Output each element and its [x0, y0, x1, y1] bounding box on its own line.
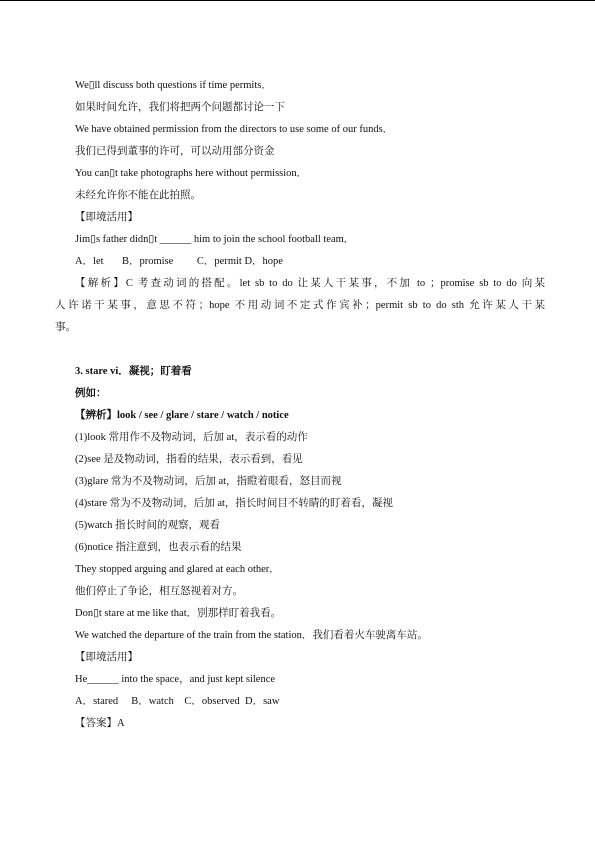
- answer: 【答案】A: [75, 718, 125, 729]
- example-2-english: We have obtained permission from the directors to use some of our funds．: [75, 124, 394, 135]
- practice-options-2: A．stared B．watch C．observed D．saw: [75, 696, 280, 707]
- section-heading: 3. stare vi．凝视；盯着看: [75, 366, 192, 377]
- practice-heading: 【即境活用】: [75, 212, 138, 223]
- discrimination-heading: 【辨析】look / see / glare / stare / watch / notice: [75, 410, 289, 421]
- example-1-chinese: 如果时间允许，我们将把两个问题都讨论一下: [75, 102, 285, 113]
- practice-options: A．let B．promise C．permit D．hope: [75, 256, 283, 267]
- example-6: We watched the departure of the train from the station．我们看着火车驶离车站。: [75, 630, 428, 641]
- example-2-chinese: 我们已得到董事的许可，可以动用部分资金: [75, 146, 275, 157]
- example-3-chinese: 未经允许你不能在此拍照。: [75, 190, 201, 201]
- example-5: Don▯t stare at me like that．别那样盯着我看。: [75, 608, 282, 619]
- note-4: (4)stare 常为不及物动词，后加 at，指长时间目不转睛的盯着看，凝视: [75, 498, 393, 509]
- practice-heading-2: 【即境活用】: [75, 652, 138, 663]
- note-3: (3)glare 常为不及物动词，后加 at，指瞪着眼看，怒目而视: [75, 476, 342, 487]
- analysis-line-2: 人许诺干某事，意思不符；hope 不用动词不定式作宾补；permit sb to do sth 允许某人干某: [55, 300, 545, 311]
- note-6: (6)notice 指注意到，也表示看的结果: [75, 542, 242, 553]
- example-4-chinese: 他们停止了争论，相互怒视着对方。: [75, 586, 243, 597]
- example-label: 例如：: [75, 388, 107, 399]
- note-5: (5)watch 指长时间的观察，观看: [75, 520, 220, 531]
- practice-question: Jim▯s father didn▯t ______ him to join the school football team．: [75, 234, 355, 245]
- practice-question-2: He______ into the space，and just kept silence: [75, 674, 276, 685]
- note-1: (1)look 常用作不及物动词，后加 at，表示看的动作: [75, 432, 308, 443]
- note-2: (2)see 是及物动词，指看的结果，表示看到，看见: [75, 454, 303, 465]
- example-1-english: We▯ll discuss both questions if time permits．: [75, 80, 272, 91]
- analysis-line-3: 事。: [55, 322, 76, 333]
- example-3-english: You can▯t take photographs here without permission．: [75, 168, 308, 179]
- analysis-line-1: 【解析】C 考查动词的搭配。let sb to do 让某人干某事，不加 to ；promise sb to do 向某: [75, 278, 545, 289]
- example-4-english: They stopped arguing and glared at each other．: [75, 564, 280, 575]
- top-rule: [0, 0, 595, 1]
